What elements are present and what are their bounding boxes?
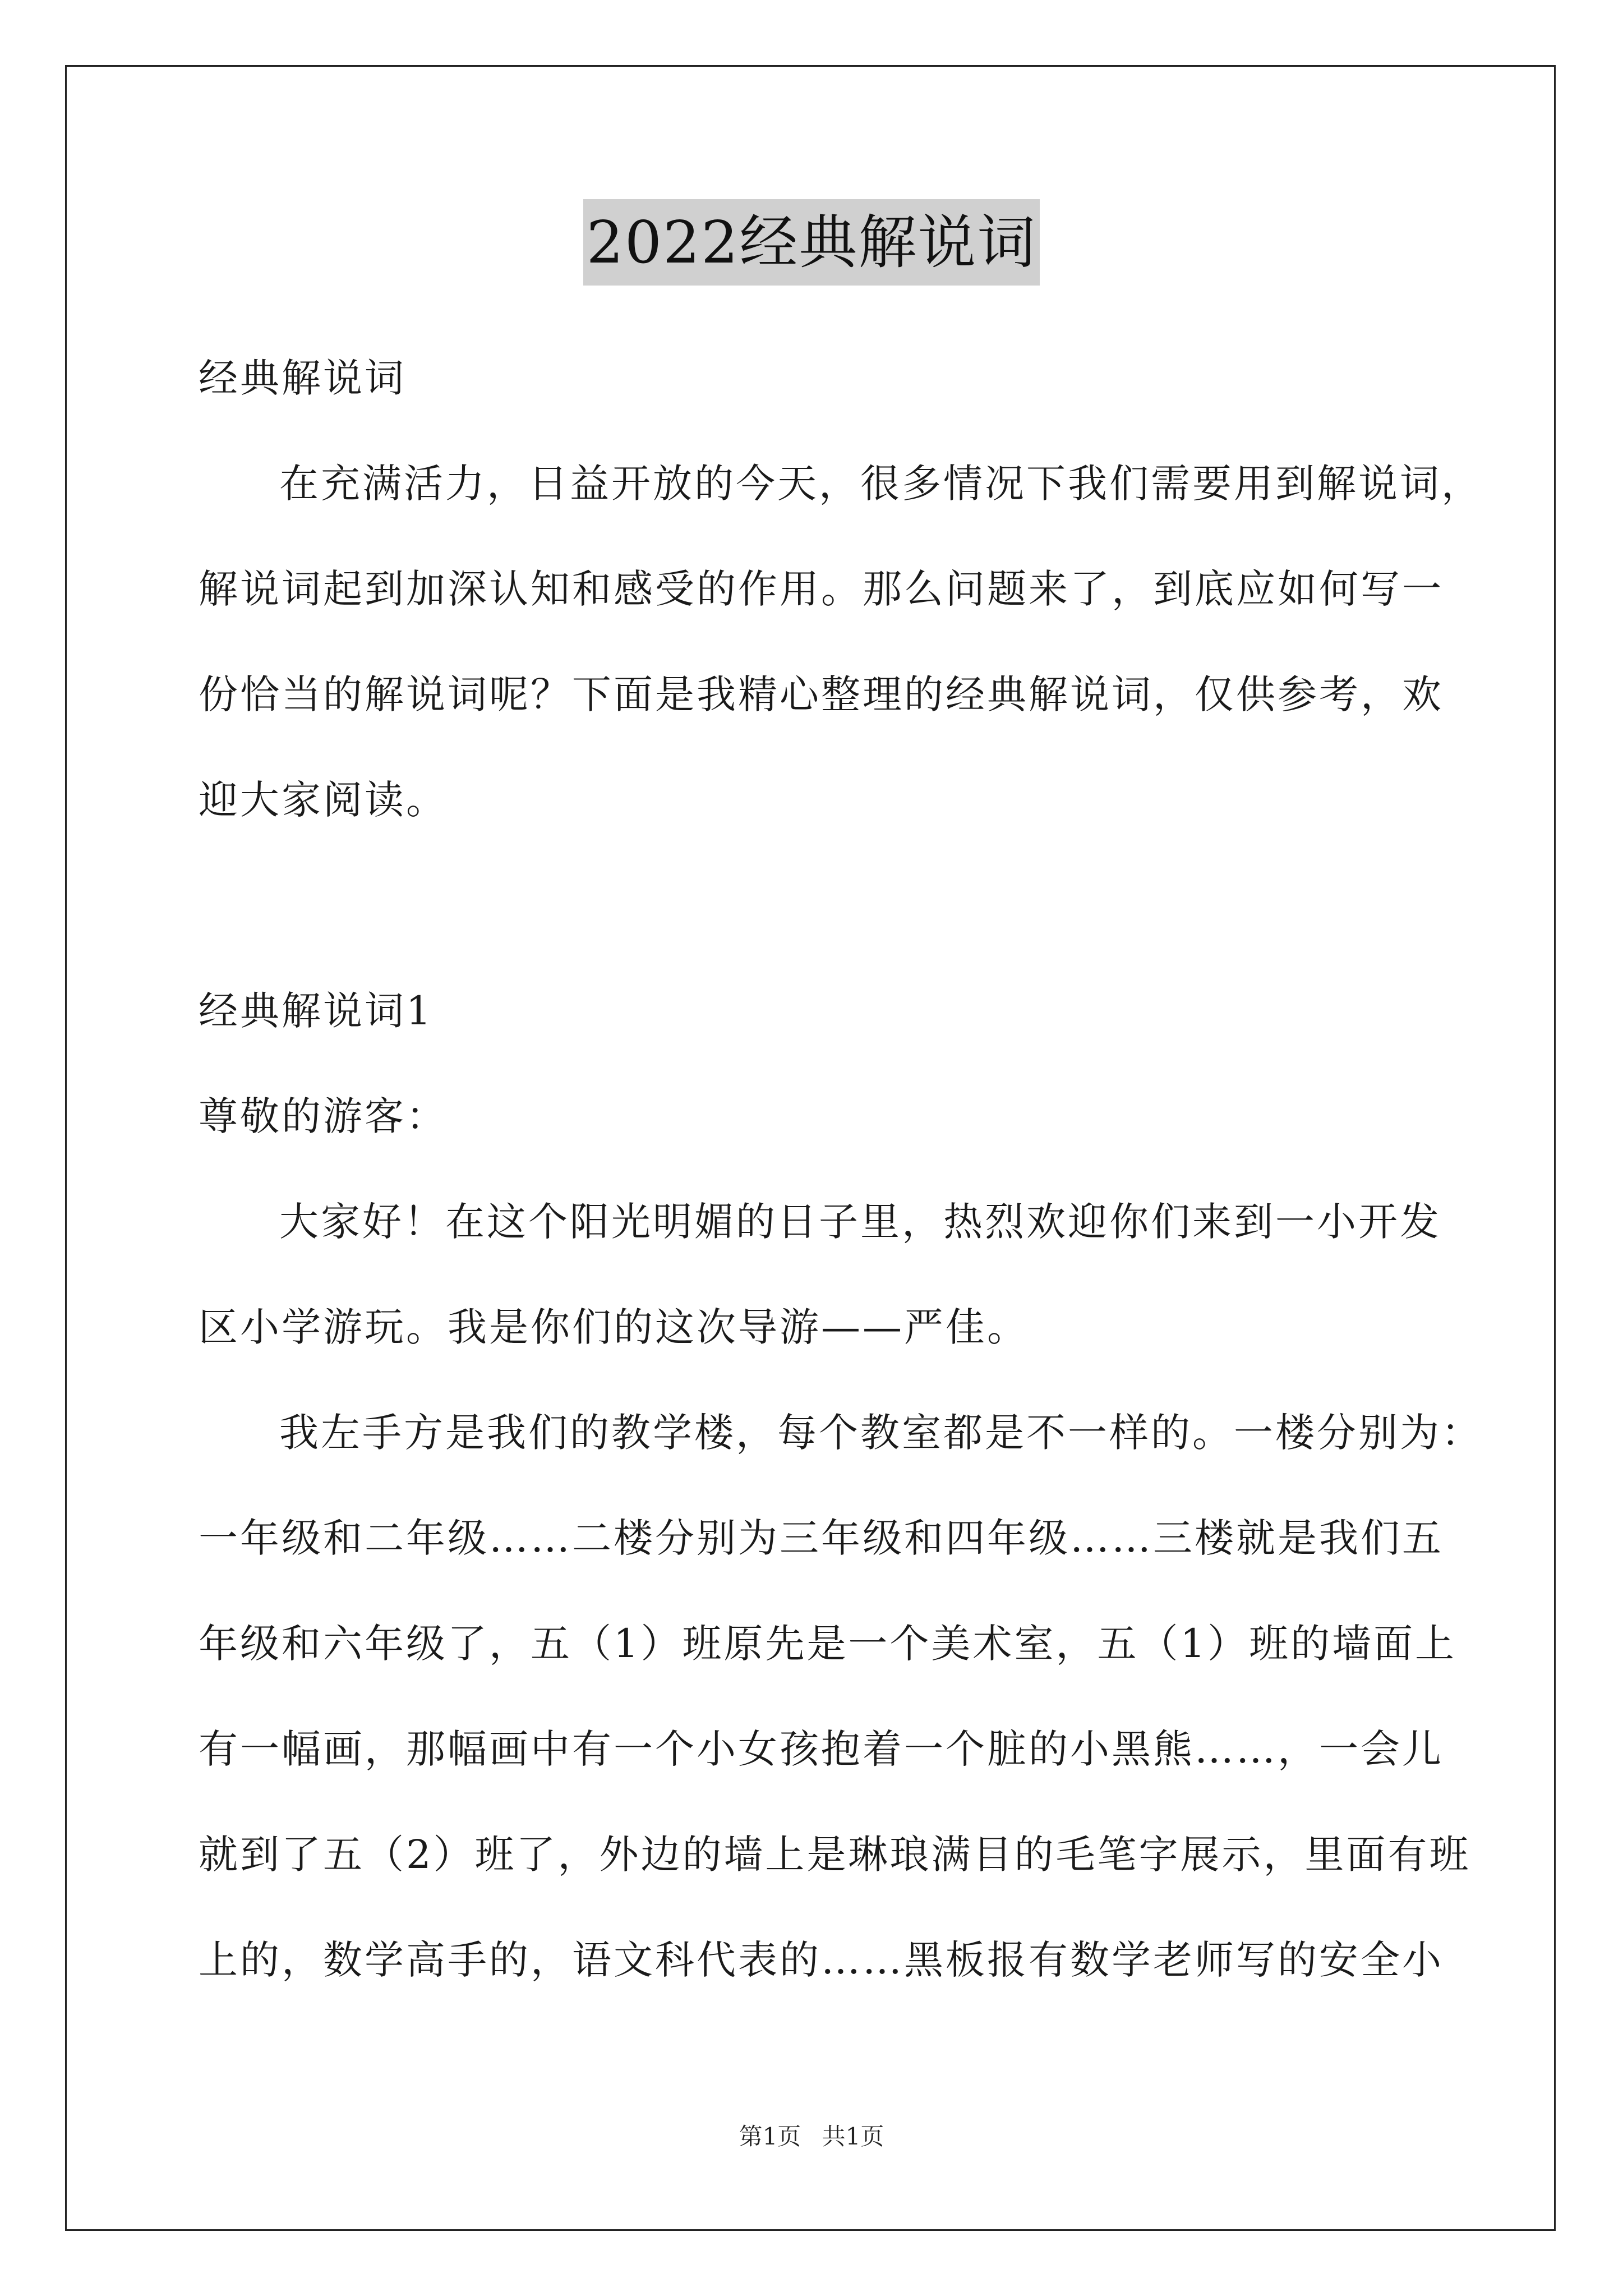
paragraph-line: 大家好！在这个阳光明媚的日子里，热烈欢迎你们来到一小开发 [279,1199,1441,1245]
page-total: 共1页 [822,2123,884,2150]
title-container [0,199,1623,286]
paragraph-line: 份恰当的解说词呢？下面是我精心整理的经典解说词，仅供参考，欢 [199,671,1444,717]
section-heading: 经典解说词 [199,355,406,401]
paragraph-line: 有一幅画，那幅画中有一个小女孩抱着一个脏的小黑熊……，一会儿 [199,1726,1444,1772]
page-number: 第1页 [739,2123,801,2150]
paragraph-line: 一年级和二年级……二楼分别为三年级和四年级……三楼就是我们五 [199,1515,1444,1561]
document-title: 2022经典解说词 [583,199,1040,286]
paragraph-line: 在充满活力，日益开放的今天，很多情况下我们需要用到解说词， [279,461,1483,507]
paragraph-line: 就到了五（2）班了，外边的墙上是琳琅满目的毛笔字展示，里面有班 [199,1832,1471,1878]
paragraph-line: 上的，数学高手的，语文科代表的……黑板报有数学老师写的安全小 [199,1937,1444,1983]
paragraph-line: 区小学游玩。我是你们的这次导游——严佳。 [199,1304,1029,1350]
salutation: 尊敬的游客： [199,1093,448,1139]
page-footer [0,2118,1623,2152]
section-heading: 经典解说词1 [199,988,434,1034]
paragraph-line: 我左手方是我们的教学楼，每个教室都是不一样的。一楼分别为： [279,1410,1483,1456]
paragraph-line: 年级和六年级了，五（1）班原先是一个美术室，五（1）班的墙面上 [199,1621,1457,1667]
paragraph-line: 迎大家阅读。 [199,777,448,823]
paragraph-line: 解说词起到加深认知和感受的作用。那么问题来了，到底应如何写一 [199,566,1444,612]
